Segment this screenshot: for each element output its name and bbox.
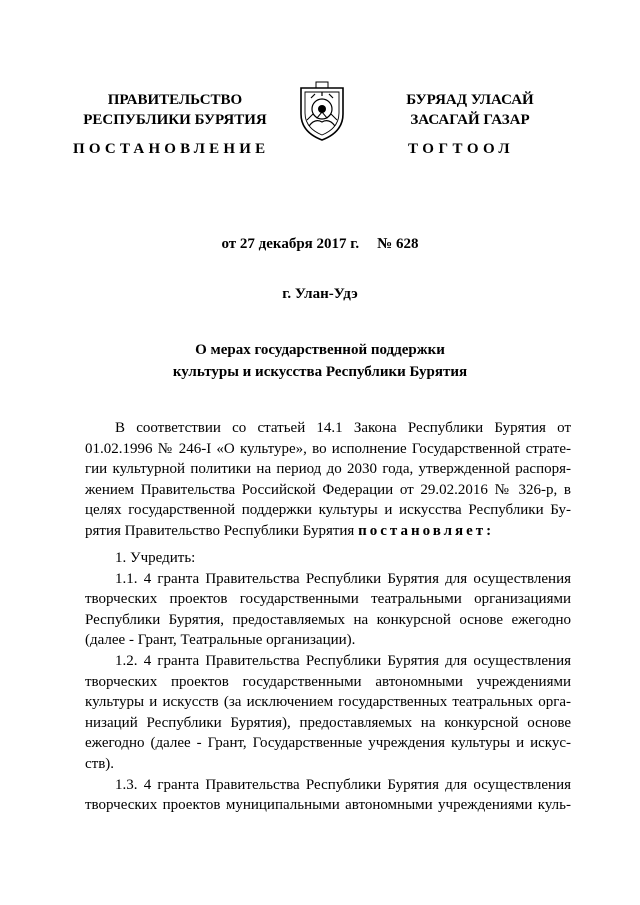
issuer-left-line-1: ПРАВИТЕЛЬСТВО bbox=[107, 92, 243, 108]
item-1-2-line: ежегодно (далее - Грант, Государственные учреждения культуры и искус- bbox=[85, 735, 571, 752]
item-1-2-line: 1.2. 4 гранта Правительства Республики Бурятия для осуществления bbox=[115, 652, 571, 669]
document-number: № 628 bbox=[377, 236, 419, 252]
item-1-2-line: культуры и искусств (за исключением государственных театральных орга- bbox=[85, 694, 571, 711]
coat-of-arms-emblem bbox=[297, 80, 347, 142]
issuer-left bbox=[70, 90, 280, 130]
item-1-2-line: ств). bbox=[85, 755, 115, 772]
item-1-3-line: творческих проектов муниципальными автономными учреждениями куль- bbox=[85, 797, 571, 814]
item-1-1-line: творческих проектов государственными театральными организациями bbox=[85, 591, 571, 608]
resolves-word: постановляет: bbox=[358, 522, 495, 539]
item-1-1-line: (далее - Грант, Театральные организации). bbox=[85, 632, 356, 649]
issuer-right bbox=[375, 90, 565, 130]
item-1-heading: 1. Учредить: bbox=[115, 550, 196, 566]
resolution-items bbox=[85, 548, 571, 816]
document-title-line-1: О мерах государственной поддержки bbox=[195, 342, 445, 358]
item-1-1-line: Республики Бурятия, предоставляемых на конкурсной основе ежегодно bbox=[85, 611, 571, 628]
issuer-left-line-2: РЕСПУБЛИКИ БУРЯТИЯ bbox=[83, 112, 267, 128]
document-type-right: ТОГТООЛ bbox=[408, 141, 515, 157]
document-type-left: ПОСТАНОВЛЕНИЕ bbox=[73, 141, 270, 157]
preamble-line: В соответствии со статьей 14.1 Закона Республики Бурятия от bbox=[115, 420, 571, 436]
preamble-line: 01.02.1996 № 246-I «О культуре», во исполнение Государственной страте- bbox=[85, 440, 571, 457]
preamble-paragraph bbox=[85, 418, 571, 542]
item-1-2-line: творческих проектов государственными автономными учреждениями bbox=[85, 673, 571, 690]
item-1-2-line: низаций Республики Бурятия), предоставляемых на конкурсной основе bbox=[85, 714, 571, 731]
item-1-1-line: 1.1. 4 гранта Правительства Республики Бурятия для осуществления bbox=[115, 570, 571, 587]
issuer-right-line-1: БУРЯАД УЛАСАЙ bbox=[406, 92, 534, 108]
document-date: от 27 декабря 2017 г. bbox=[221, 236, 360, 252]
item-1-3-line: 1.3. 4 гранта Правительства Республики Бурятия для осуществления bbox=[115, 776, 571, 793]
issuer-right-line-2: ЗАСАГАЙ ГАЗАР bbox=[410, 112, 530, 128]
date-number-line bbox=[0, 236, 640, 253]
preamble-line: целях государственной поддержки культуры и искусства Республики Бу- bbox=[85, 502, 571, 519]
preamble-line: гии культурной политики на период до 2030 года, утвержденной распоря- bbox=[85, 461, 571, 478]
preamble-line-text: рятия Правительство Республики Бурятия bbox=[85, 522, 359, 539]
document-title-line-2: культуры и искусства Республики Бурятия bbox=[172, 364, 468, 380]
preamble-last-line bbox=[85, 521, 571, 542]
city: г. Улан-Удэ bbox=[282, 286, 358, 302]
preamble-line: жением Правительства Российской Федерации от 29.02.2016 № 326-р, в bbox=[85, 481, 571, 498]
